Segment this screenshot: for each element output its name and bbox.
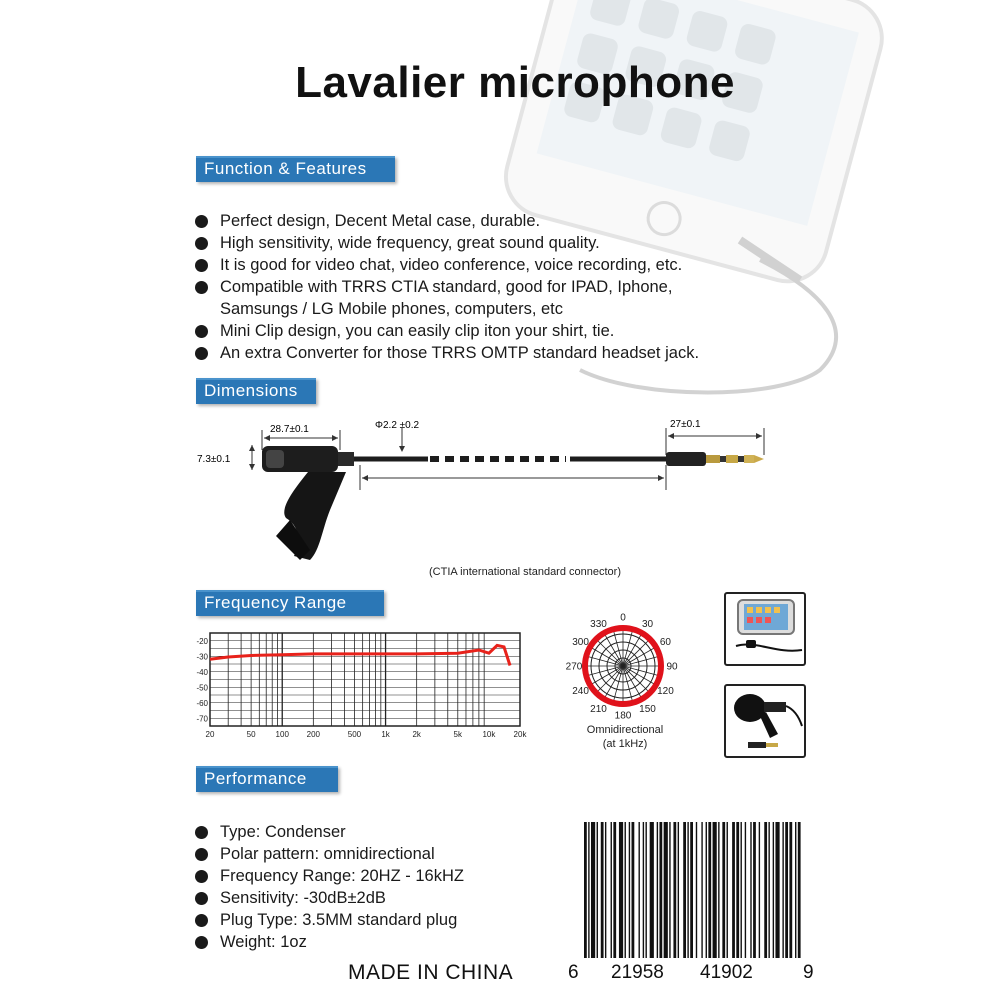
- features-list: [195, 210, 785, 364]
- performance-item: Type: Condenser: [195, 821, 535, 843]
- dim-plug-length: 27±0.1: [670, 419, 701, 430]
- feature-item: High sensitivity, wide frequency, great sound quality.: [195, 232, 785, 254]
- barcode-digits-left: 21958: [611, 962, 664, 983]
- x-tick-label: 50: [246, 730, 256, 739]
- made-in-label: MADE IN CHINA: [348, 961, 514, 984]
- x-tick-label: 20k: [513, 730, 527, 739]
- barcode-bar: [690, 822, 693, 958]
- barcode-bar: [732, 822, 735, 958]
- barcode-bar: [722, 822, 725, 958]
- barcode-digit-check: 9: [803, 962, 814, 983]
- polar-angle-label: 300: [572, 637, 589, 648]
- polar-caption-line1: Omnidirectional: [586, 724, 664, 736]
- section-header-features: Function & Features: [196, 156, 395, 182]
- barcode-bar: [632, 822, 635, 958]
- dim-head-length: 28.7±0.1: [270, 424, 309, 435]
- barcode-bar: [713, 822, 717, 958]
- barcode-bar: [650, 822, 654, 958]
- barcode-bar: [643, 822, 644, 958]
- y-tick-label: -70: [196, 714, 208, 724]
- barcode-bar: [613, 822, 616, 958]
- thumbnail-phone-with-mic: [724, 592, 806, 666]
- barcode-bar: [597, 822, 598, 958]
- performance-item: Plug Type: 3.5MM standard plug: [195, 909, 535, 931]
- barcode-bar: [645, 822, 646, 958]
- barcode-bar: [701, 822, 702, 958]
- feature-item: An extra Converter for those TRRS OMTP standard headset jack.: [195, 342, 785, 364]
- polar-angle-label: 240: [572, 686, 589, 697]
- x-tick-label: 100: [275, 730, 289, 739]
- barcode-bar: [782, 822, 783, 958]
- polar-angle-label: 30: [641, 619, 654, 631]
- barcode-bar: [736, 822, 739, 958]
- performance-item: Frequency Range: 20HZ - 16kHZ: [195, 865, 535, 887]
- polar-angle-label: 120: [657, 686, 674, 697]
- barcode-bar: [708, 822, 711, 958]
- performance-list: [195, 821, 535, 953]
- barcode-digits-right: 41902: [700, 962, 753, 983]
- barcode-bar: [798, 822, 801, 958]
- polar-angle-label: 150: [639, 703, 656, 715]
- feature-item: Mini Clip design, you can easily clip iton your shirt, tie.: [195, 320, 785, 342]
- y-tick-label: -40: [196, 667, 208, 677]
- x-tick-label: 500: [347, 730, 362, 739]
- connector-caption: (CTIA international standard connector): [429, 566, 621, 578]
- polar-angle-label: 270: [565, 661, 583, 673]
- barcode-bar: [785, 822, 788, 958]
- polar-angle-label: 60: [659, 637, 671, 648]
- feature-item: Perfect design, Decent Metal case, durable.: [195, 210, 785, 232]
- y-tick-label: -30: [196, 652, 208, 662]
- barcode-bar: [629, 822, 630, 958]
- x-tick-label: 10k: [482, 730, 496, 739]
- barcode-bar: [759, 822, 760, 958]
- barcode-bar: [669, 822, 670, 958]
- polar-angle-label: 180: [614, 710, 632, 722]
- barcode-bar: [683, 822, 686, 958]
- barcode-bar: [657, 822, 658, 958]
- barcode-bar: [605, 822, 606, 958]
- y-tick-label: -50: [196, 683, 208, 693]
- polar-angle-label: 210: [590, 703, 607, 715]
- barcode-bar: [619, 822, 623, 958]
- barcode-bar: [664, 822, 668, 958]
- chart-y-ticks: [196, 637, 208, 724]
- barcode-bar: [741, 822, 742, 958]
- y-tick-label: -60: [196, 698, 208, 708]
- microphone-dimension-diagram: [190, 410, 790, 570]
- section-header-dimensions: Dimensions: [196, 378, 316, 404]
- polar-caption-line2: (at 1kHz): [602, 738, 648, 750]
- barcode-bar: [789, 822, 792, 958]
- barcode-digit-lead: 6: [568, 962, 579, 983]
- performance-item: Weight: 1oz: [195, 931, 535, 953]
- x-tick-label: 1k: [381, 730, 390, 739]
- barcode-bar: [727, 822, 728, 958]
- barcode-bar: [706, 822, 707, 958]
- dim-head-height: 7.3±0.1: [197, 454, 231, 465]
- x-tick-label: 2k: [412, 730, 421, 739]
- barcode-bar: [795, 822, 796, 958]
- performance-item: Sensitivity: -30dB±2dB: [195, 887, 535, 909]
- feature-item: Compatible with TRRS CTIA standard, good for IPAD, Iphone, Samsungs / LG Mobile phones, computers, etc: [195, 276, 740, 320]
- dim-cable-diameter: Φ2.2 ±0.2: [375, 420, 420, 431]
- feature-item: It is good for video chat, video conference, voice recording, etc.: [195, 254, 785, 276]
- section-header-performance: Performance: [196, 766, 338, 792]
- performance-item: Polar pattern: omnidirectional: [195, 843, 535, 865]
- barcode-bar: [687, 822, 688, 958]
- x-tick-label: 200: [306, 730, 321, 739]
- barcode: [584, 822, 802, 958]
- barcode-bar: [773, 822, 774, 958]
- barcode-bar: [696, 822, 697, 958]
- barcode-bar: [673, 822, 676, 958]
- y-tick-label: -20: [196, 636, 208, 646]
- barcode-bar: [625, 822, 626, 958]
- polar-angle-label: 90: [666, 661, 678, 673]
- barcode-bar: [718, 822, 719, 958]
- x-tick-label: 20: [205, 730, 215, 739]
- page-title: Lavalier microphone: [295, 58, 735, 107]
- barcode-bar: [588, 822, 589, 958]
- polar-angle-label: 330: [590, 619, 607, 631]
- chart-x-ticks: [206, 730, 528, 739]
- section-header-frequency: Frequency Range: [196, 590, 384, 616]
- barcode-bar: [601, 822, 604, 958]
- polar-angle-label: 0: [620, 612, 626, 624]
- barcode-bar: [753, 822, 756, 958]
- barcode-bar: [678, 822, 679, 958]
- barcode-bar: [768, 822, 769, 958]
- barcode-bar: [750, 822, 751, 958]
- barcode-bar: [659, 822, 662, 958]
- barcode-bar: [775, 822, 779, 958]
- barcode-bar: [745, 822, 746, 958]
- thumbnail-mic-foam: [724, 684, 806, 758]
- barcode-bar: [764, 822, 767, 958]
- barcode-bar: [639, 822, 640, 958]
- barcode-bar: [591, 822, 595, 958]
- barcode-bar: [584, 822, 587, 958]
- frequency-response-chart: [190, 625, 530, 745]
- x-tick-label: 5k: [453, 730, 463, 739]
- barcode-bar: [611, 822, 612, 958]
